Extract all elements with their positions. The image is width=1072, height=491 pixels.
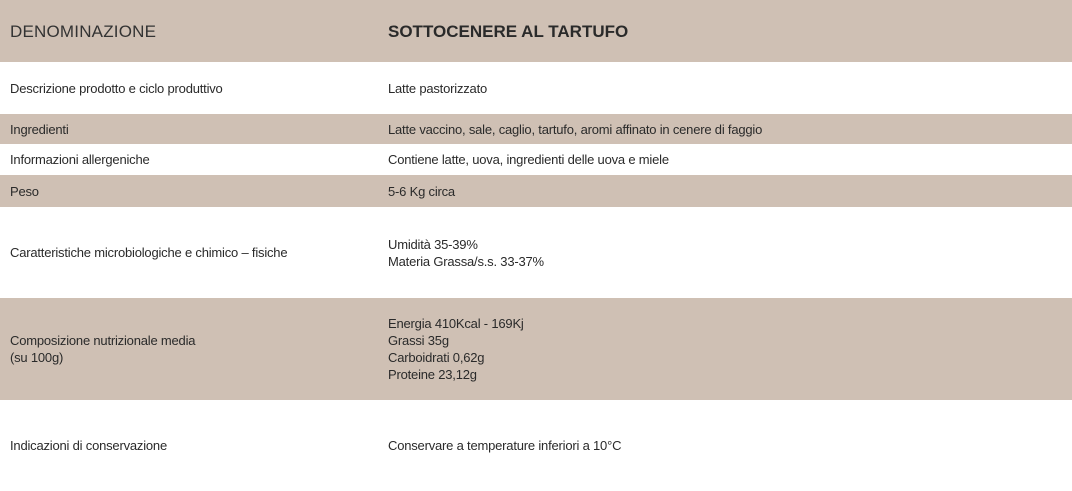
header-label: DENOMINAZIONE	[10, 21, 157, 41]
row-value-line: Materia Grassa/s.s. 33-37%	[388, 253, 544, 269]
row-value	[388, 183, 1072, 200]
row-value-line: Energia 410Kcal - 169Kj	[388, 316, 524, 331]
table-row-allergeni	[0, 144, 1072, 175]
row-value-line: Latte vaccino, sale, caglio, tartufo, aromi affinato in cenere di faggio	[388, 121, 763, 137]
row-label: Indicazioni di conservazione	[10, 438, 167, 453]
row-value-line: Carboidrati 0,62g	[388, 350, 485, 365]
row-label-line: (su 100g)	[10, 350, 64, 365]
row-label	[0, 332, 388, 366]
table-row-nutrizione	[0, 298, 1072, 400]
row-label-line: Composizione nutrizionale media	[10, 333, 196, 348]
row-value-line: Grassi 35g	[388, 333, 449, 348]
table-row-descrizione	[0, 62, 1072, 114]
row-value	[388, 80, 1072, 97]
row-label: Descrizione prodotto e ciclo produttivo	[10, 80, 223, 96]
row-value	[388, 236, 1072, 270]
row-value	[388, 151, 1072, 168]
table-row-ingredienti	[0, 114, 1072, 144]
row-value-line: Umidità 35-39%	[388, 236, 478, 252]
row-value-line: Latte pastorizzato	[388, 80, 488, 96]
table-row-conservazione	[0, 400, 1072, 491]
row-label: Caratteristiche microbiologiche e chimico – fisiche	[10, 245, 288, 260]
table-row-caratteristiche	[0, 207, 1072, 298]
row-value-line: Contiene latte, uova, ingredienti delle uova e miele	[388, 152, 669, 167]
row-label: Informazioni allergeniche	[10, 152, 150, 167]
row-value	[388, 121, 1072, 138]
row-label: Peso	[10, 183, 39, 199]
row-label: Ingredienti	[10, 121, 69, 137]
row-value-line: Proteine 23,12g	[388, 367, 477, 382]
product-name: SOTTOCENERE AL TARTUFO	[388, 21, 629, 41]
row-value	[388, 437, 1072, 454]
row-value-line: Conservare a temperature inferiori a 10°C	[388, 438, 622, 453]
table-header-row	[0, 0, 1072, 62]
row-value-line: 5-6 Kg circa	[388, 183, 455, 199]
row-value	[388, 315, 1072, 383]
table-row-peso	[0, 175, 1072, 207]
